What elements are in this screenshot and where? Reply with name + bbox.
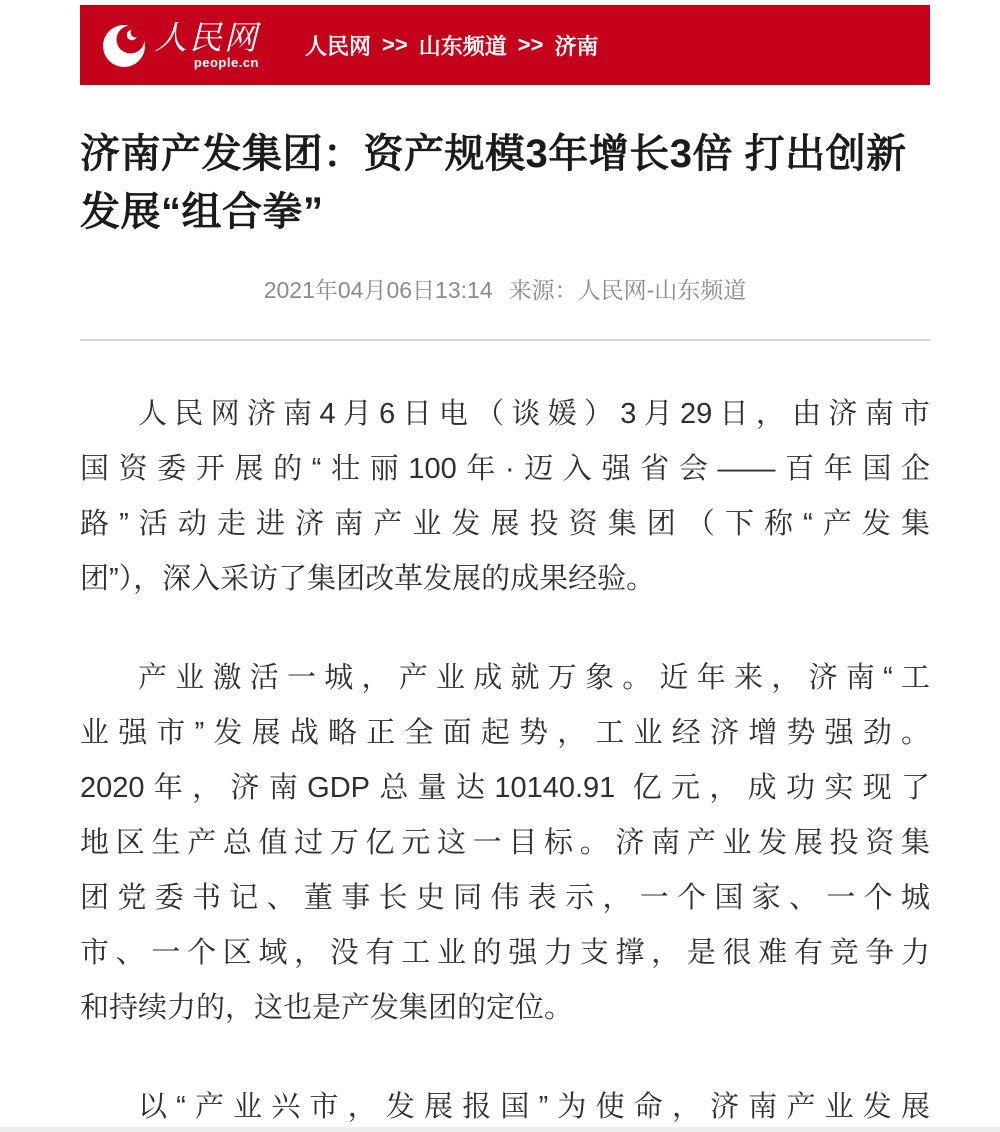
source-label: 来源： bbox=[508, 277, 578, 303]
text-line: 路”活动走进济南产业发展投资集团（下称“产发集 bbox=[80, 508, 930, 540]
breadcrumb-separator: >> bbox=[382, 32, 408, 57]
text-line: 团党委书记、董事长史同伟表示，一个国家、一个城 bbox=[80, 882, 930, 914]
breadcrumb-link-shandong[interactable]: 山东频道 bbox=[418, 33, 507, 59]
article-title: 济南产发集团：资产规模3年增长3倍 打出创新发展“组合拳” bbox=[80, 132, 907, 234]
text-line: 国资委开展的“壮丽100年·迈入强省会——百年国企 bbox=[80, 453, 930, 485]
site-header bbox=[80, 5, 930, 85]
paragraph bbox=[80, 651, 930, 1036]
article-body bbox=[80, 341, 930, 1132]
article-container bbox=[80, 125, 930, 1132]
source-link[interactable]: 人民网-山东频道 bbox=[577, 277, 747, 303]
logo-title: 人民网 bbox=[154, 18, 259, 57]
crescent-moon-icon bbox=[102, 22, 148, 68]
logo-subtitle: people.cn bbox=[193, 55, 259, 70]
text-line: 产业激活一城，产业成就万象。近年来，济南“工 bbox=[138, 662, 930, 694]
text-line: 地区生产总值过万亿元这一目标。济南产业发展投资集 bbox=[80, 827, 930, 859]
paragraph bbox=[80, 387, 930, 607]
text-line: 2020年，济南GDP总量达10140.91 亿元，成功实现了 bbox=[80, 772, 930, 804]
article-meta bbox=[80, 277, 930, 303]
publish-date: 2021年04月06日13:14 bbox=[263, 277, 493, 303]
breadcrumb-link-jinan[interactable]: 济南 bbox=[554, 33, 599, 59]
peoplecn-logo[interactable] bbox=[80, 20, 259, 70]
text-line: 业强市”发展战略正全面起势，工业经济增势强劲。 bbox=[80, 717, 930, 749]
text-line: 市、一个区域，没有工业的强力支撑，是很难有竞争力 bbox=[80, 937, 930, 969]
text-line: 人民网济南4月6日电（谈媛）3月29日，由济南市 bbox=[138, 398, 930, 430]
text-line: 和持续力的，这也是产发集团的定位。 bbox=[80, 992, 574, 1024]
logo-text bbox=[154, 20, 259, 70]
page-bottom-edge bbox=[0, 1127, 1000, 1132]
text-line: 团”），深入采访了集团改革发展的成果经验。 bbox=[80, 563, 656, 595]
breadcrumb bbox=[305, 30, 598, 61]
text-line: 以“产业兴市，发展报国”为使命，济南产业发展 bbox=[138, 1091, 930, 1123]
paragraph bbox=[80, 1080, 930, 1132]
breadcrumb-separator: >> bbox=[517, 32, 544, 57]
breadcrumb-link-people[interactable]: 人民网 bbox=[305, 33, 372, 59]
